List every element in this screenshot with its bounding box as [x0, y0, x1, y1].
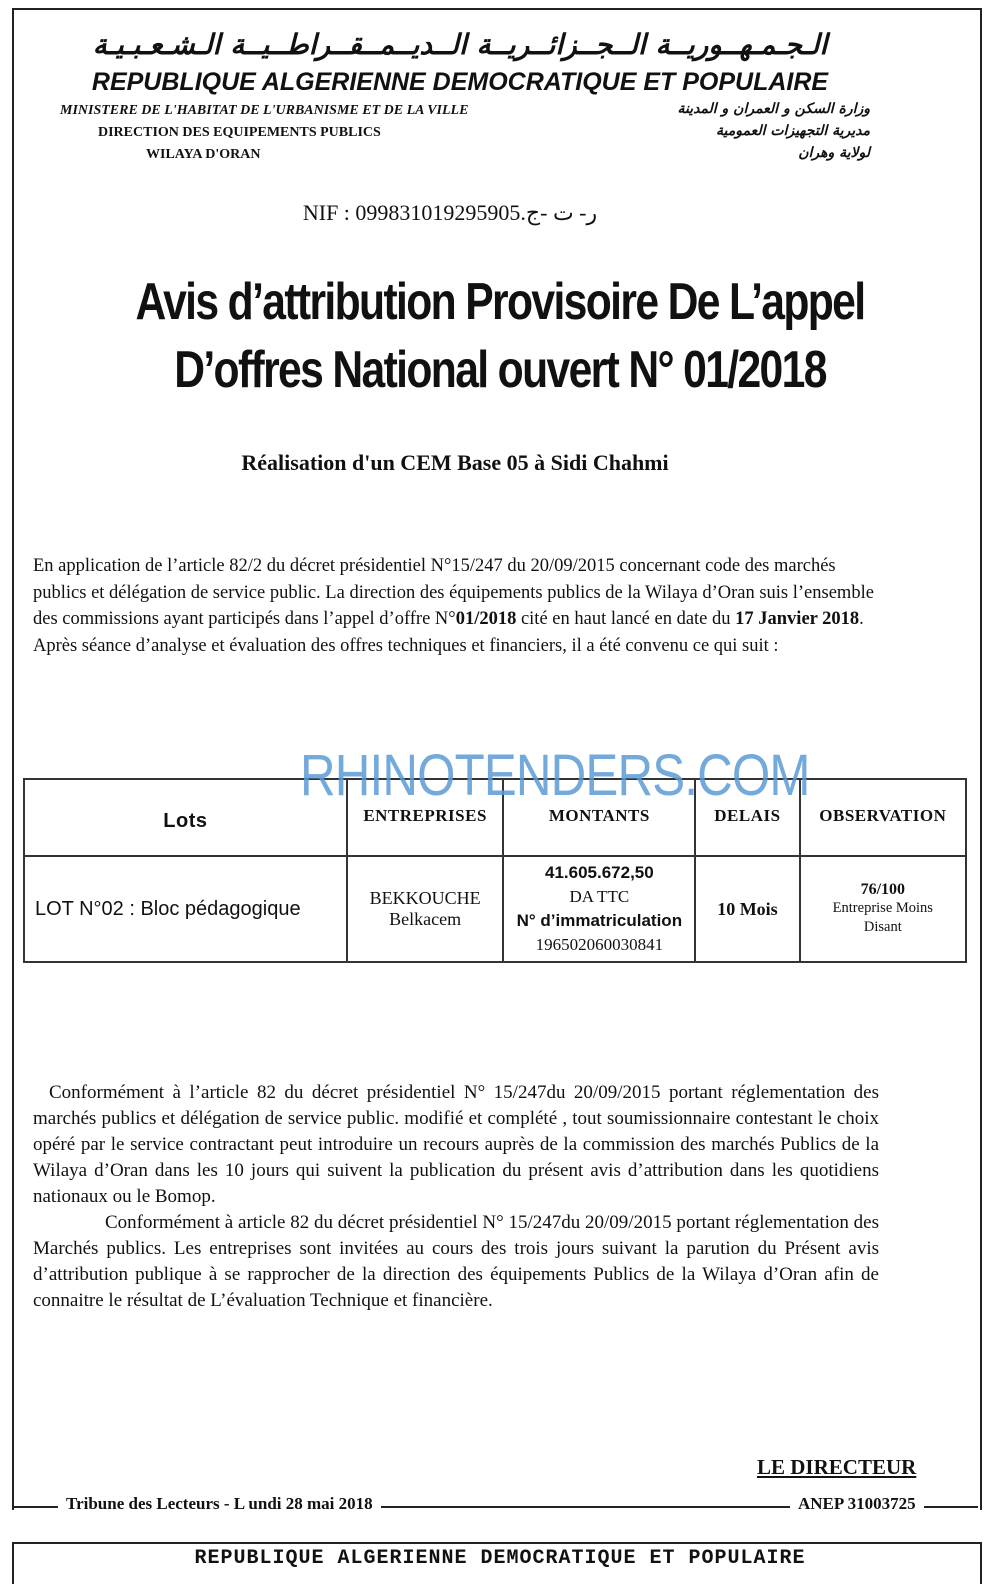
entreprise-firstname: Belkacem — [389, 909, 462, 929]
ministry-line: MINISTERE DE L'HABITAT DE L'URBANISME ET DE LA VILLE — [60, 103, 469, 118]
wilaya-line: WILAYA D'ORAN — [146, 147, 261, 162]
footer-publication: Tribune des Lecteurs - L undi 28 mai 2018 — [58, 1494, 381, 1514]
footer-anep-ref: ANEP 31003725 — [790, 1494, 924, 1514]
intro-paragraph — [33, 553, 883, 659]
observation-line-1: Entreprise Moins — [832, 900, 933, 916]
delais-cell: 10 Mois — [695, 856, 799, 962]
launch-date: 17 Janvier 2018 — [735, 609, 860, 629]
montant-value: 41.605.672,50 — [544, 863, 654, 882]
entreprise-cell — [347, 856, 504, 962]
recourse-paragraph: Conformément à l’article 82 du décret présidentiel N° 15/247du 20/09/2015 portant réglementation des marchés publics et délégation de service public. modifié et complété , tout soumissionnaire contestant le choix opéré par le service contractant peut introduire un recours auprès de la commission des marchés Publics de la Wilaya d’Oran dans les 10 jours qui suivent la publication du présent avis d’attribution dans les quotidiens nationaux ou le Bomop. — [33, 1082, 879, 1207]
observation-cell — [800, 856, 966, 962]
header-montants: MONTANTS — [503, 779, 695, 856]
ministry-header-ar — [677, 98, 870, 164]
watermark: RHINOTENDERS.COM — [300, 743, 810, 808]
intro-text-2: cité en haut lancé en date du — [516, 609, 736, 629]
intro-text-3: . Après séance d’analyse et évaluation des offres techniques et financiers, il a été convenu ce qui suit : — [33, 609, 864, 656]
currency-label: DA TTC — [569, 887, 630, 906]
next-notice-header: REPUBLIQUE ALGERIENNE DEMOCRATIQUE ET POPULAIRE — [194, 1547, 806, 1570]
observation-line-2: Disant — [863, 919, 902, 935]
title-line-2: D’offres National ouvert N° 01/2018 — [174, 341, 826, 399]
evaluation-paragraph: Conformément à article 82 du décret présidentiel N° 15/247du 20/09/2015 portant réglementation des Marchés publics. Les entreprises sont invitées au cours des trois jours suivant la parution du Présent avis d’attribution publique à se rapprocher de la direction des équipements Publics de la Wilaya d’Oran afin de connaitre le résultat de L’évaluation Technique et financière. — [33, 1212, 879, 1311]
ministry-line-ar: وزارة السكن و العمران و المدينة — [677, 101, 870, 117]
header-lots: Lots — [24, 779, 347, 856]
wilaya-line-ar: لولاية وهران — [798, 145, 870, 161]
table-row — [24, 856, 966, 962]
project-subtitle: Réalisation d'un CEM Base 05 à Sidi Chahmi — [241, 450, 669, 475]
header-entreprises: ENTREPRISES — [347, 779, 504, 856]
header-delais: DELAIS — [695, 779, 799, 856]
signature-director: LE DIRECTEUR — [757, 1455, 917, 1479]
registration-label: N° d’immatriculation — [516, 911, 683, 930]
title-line-1: Avis d’attribution Provisoire De L’appel — [135, 273, 865, 331]
registration-number: 196502060030841 — [535, 935, 664, 954]
legal-paragraphs — [33, 1080, 879, 1314]
ministry-header-fr — [60, 100, 468, 166]
direction-line-ar: مديرية التجهيزات العمومية — [716, 123, 870, 139]
direction-line: DIRECTION DES EQUIPEMENTS PUBLICS — [98, 125, 381, 140]
arabic-republic-title: الـجـمـهــوريــة الــجــزائــريــة الــديــمــقــراطــيــة الـشـعـبـيـة — [92, 28, 828, 61]
observation-score: 76/100 — [860, 881, 906, 898]
entreprise-name: BEKKOUCHE — [369, 888, 481, 908]
lot-cell: LOT N°02 : Bloc pédagogique — [24, 856, 347, 962]
intro-text-1: En application de l’article 82/2 du décret présidentiel N°15/247 du 20/09/2015 concernant code des marchés publics et délégation de service public. La direction des équipements publics de la Wilaya d’Oran suis l’ensemble des commissions ayant participés dans l’appel d’offre N° — [33, 556, 874, 629]
french-republic-title: REPUBLIQUE ALGERIENNE DEMOCRATIQUE ET POPULAIRE — [91, 68, 829, 96]
montant-cell — [503, 856, 695, 962]
tender-number: 01/2018 — [455, 609, 517, 629]
header-observation: OBSERVATION — [800, 779, 966, 856]
nif-number: NIF : 099831019295905.ر- ت -ج — [302, 200, 598, 225]
notice-title — [115, 268, 886, 404]
